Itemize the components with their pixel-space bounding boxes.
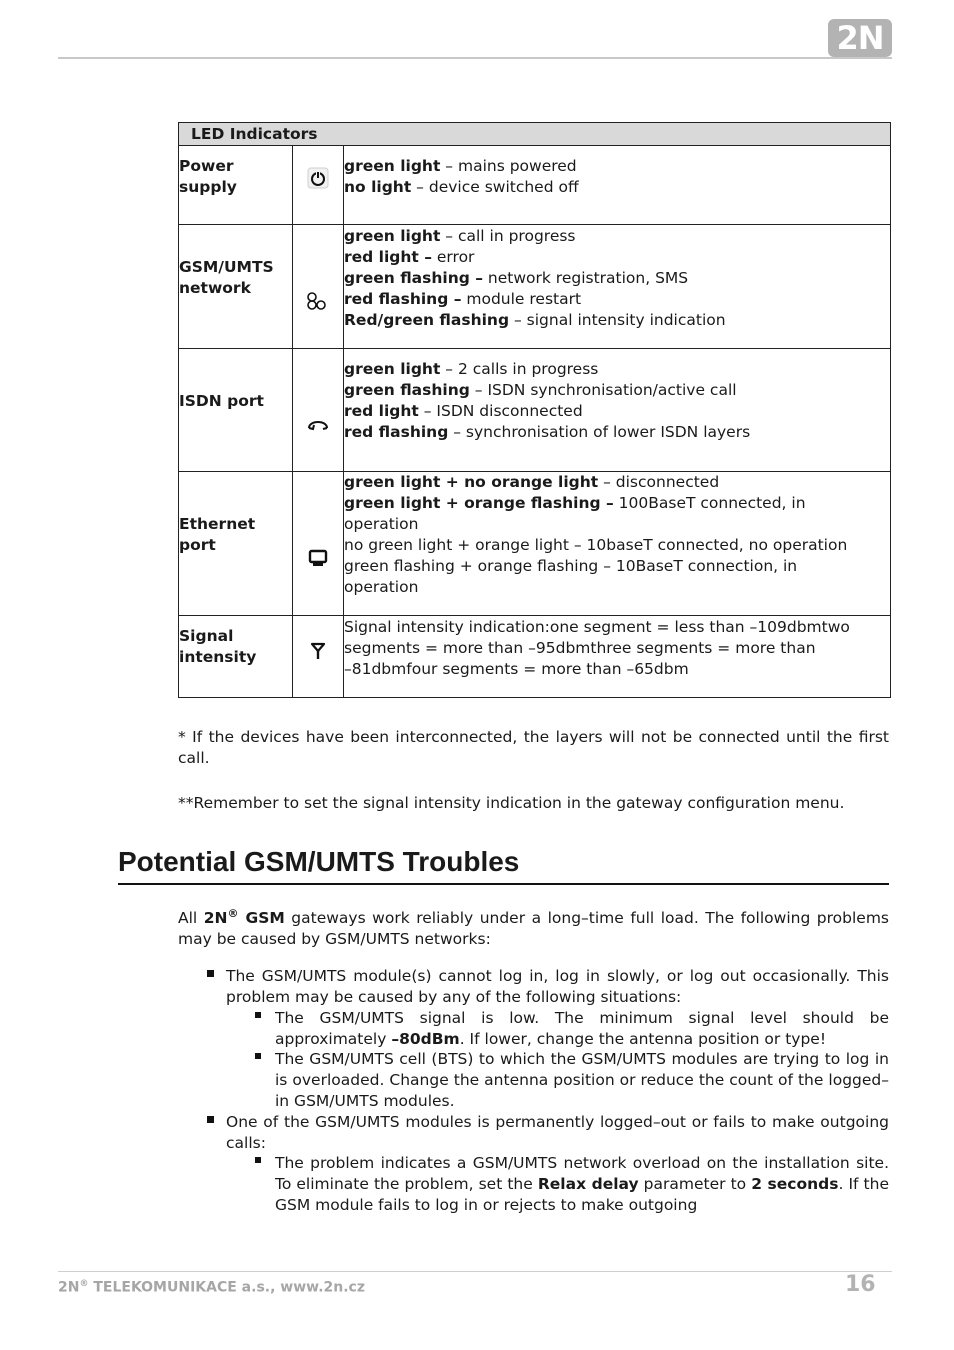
led-indicators-table	[178, 122, 891, 698]
antenna-icon	[293, 616, 344, 698]
page-number: 16	[845, 1272, 876, 1297]
row-description: green light – mains powered no light – device switched off	[344, 146, 891, 225]
bullet-square	[207, 970, 214, 977]
table-row-isdn	[179, 349, 891, 472]
row-description: green light + no orange light – disconnected green light + orange flashing – 100BaseT connected, in operation no green light + orange light – 10baseT connected, no operation green flashing + orange flashing – 10BaseT connection, in operation	[344, 472, 891, 616]
bullet-square	[255, 1053, 261, 1059]
footnote-interconnected: * If the devices have been interconnected, the layers will not be connected until the first call.	[178, 728, 889, 767]
power-icon	[293, 146, 344, 225]
row-label: Power supply	[179, 146, 293, 225]
bullet-square	[207, 1116, 214, 1123]
list-item: The GSM/UMTS cell (BTS) to which the GSM/UMTS modules are trying to log in is overloaded. Change the antenna position or reduce the count of the logged–in GSM/UMTS modules.	[275, 1050, 889, 1110]
section-heading: Potential GSM/UMTS Troubles	[118, 843, 889, 885]
header-divider	[58, 57, 892, 59]
list-item: The GSM/UMTS signal is low. The minimum signal level should be approximately –80dBm. If lower, change the antenna position or type!	[275, 1009, 889, 1048]
table-title: LED Indicators	[179, 123, 891, 146]
2n-logo: 2N	[828, 19, 892, 57]
monitor-icon	[293, 472, 344, 616]
footer-company: 2N® TELEKOMUNIKACE a.s., www.2n.cz	[58, 1279, 365, 1296]
footnote-signal-config: **Remember to set the signal intensity indication in the gateway configuration menu.	[178, 794, 845, 812]
table-row-power	[179, 146, 891, 225]
table-row-gsm-umts	[179, 225, 891, 349]
row-description: Signal intensity indication:one segment = less than –109dbmtwo segments = more than –95dbmthree segments = more than –81dbmfour segments = more than –65dbm	[344, 616, 891, 698]
row-description: green light – call in progress red light – error green flashing – network registration, SMS red flashing – module restart Red/green flashing – signal intensity indication	[344, 225, 891, 349]
row-label: GSM/UMTS network	[179, 225, 293, 349]
list-item: The GSM/UMTS module(s) cannot log in, log in slowly, or log out occasionally. This problem may be caused by any of the following situations:	[226, 967, 889, 1006]
row-label: Ethernet port	[179, 472, 293, 616]
bullet-square	[255, 1157, 261, 1163]
row-description: green light – 2 calls in progress green flashing – ISDN synchronisation/active call red light – ISDN disconnected red flashing – synchronisation of lower ISDN layers	[344, 349, 891, 472]
bullet-square	[255, 1012, 261, 1018]
row-label: ISDN port	[179, 349, 293, 472]
gsm-network-icon	[293, 225, 344, 349]
list-item: The problem indicates a GSM/UMTS network overload on the installation site. To eliminate the problem, set the Relax delay parameter to 2 seconds. If the GSM module fails to log in or rejects to make outgoing	[275, 1154, 889, 1214]
table-row-signal	[179, 616, 891, 698]
row-label: Signal intensity	[179, 616, 293, 698]
phone-icon	[293, 349, 344, 472]
table-row-ethernet	[179, 472, 891, 616]
section-intro: All 2N® GSM gateways work reliably under a long–time full load. The following problems may be caused by GSM/UMTS networks:	[178, 907, 890, 949]
footer-divider	[58, 1271, 892, 1272]
list-item: One of the GSM/UMTS modules is permanently logged–out or fails to make outgoing calls:	[226, 1113, 889, 1152]
